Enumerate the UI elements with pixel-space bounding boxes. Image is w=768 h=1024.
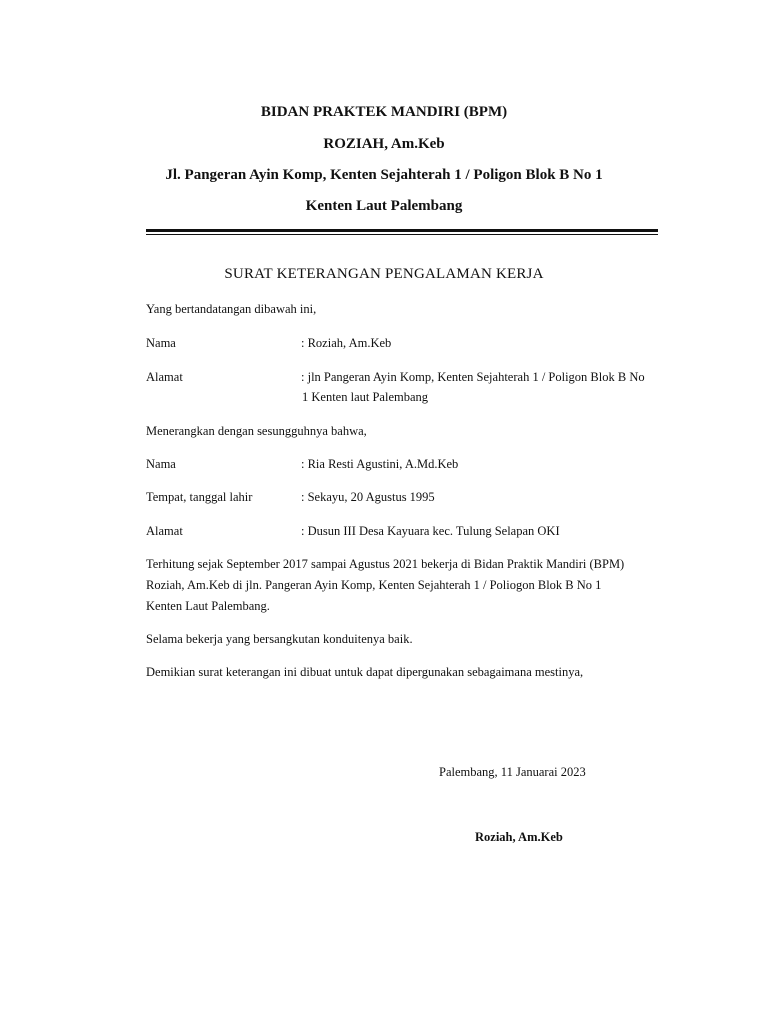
place-date: Palembang, 11 Januarai 2023 [439, 765, 586, 779]
statement-text: Menerangkan dengan sesungguhnya bahwa, [146, 424, 367, 438]
employee-nama-value: : Ria Resti Agustini, A.Md.Keb [301, 457, 459, 471]
employment-paragraph-line-2: Roziah, Am.Keb di jln. Pangeran Ayin Komp, Kenten Sejahterah 1 / Poliogon Blok B No 1 [146, 578, 602, 592]
signer-alamat-value-1: : jln Pangeran Ayin Komp, Kenten Sejahterah 1 / Poligon Blok B No [301, 370, 645, 384]
employee-ttl-label: Tempat, tanggal lahir [146, 490, 253, 504]
employment-paragraph-line-1: Terhitung sejak September 2017 sampai Agustus 2021 bekerja di Bidan Praktik Mandiri (BPM) [146, 557, 625, 571]
letterhead-rule-thin [146, 234, 658, 235]
closing-text: Demikian surat keterangan ini dibuat untuk dapat dipergunakan sebagaimana mestinya, [146, 665, 584, 679]
employee-alamat-label: Alamat [146, 524, 183, 538]
employment-paragraph-line-3: Kenten Laut Palembang. [146, 599, 270, 613]
signature-name: Roziah, Am.Keb [475, 830, 563, 844]
signer-nama-label: Nama [146, 336, 176, 350]
letter-title: SURAT KETERANGAN PENGALAMAN KERJA [224, 266, 544, 282]
letterhead-practice-name: BIDAN PRAKTEK MANDIRI (BPM) [260, 104, 508, 120]
employee-nama-label: Nama [146, 457, 176, 471]
letterhead-address: Jl. Pangeran Ayin Komp, Kenten Sejahterah 1 / Poligon Blok B No 1 [165, 167, 603, 183]
intro-text: Yang bertandatangan dibawah ini, [146, 302, 317, 316]
letterhead-rule-thick [146, 229, 658, 232]
employee-alamat-value: : Dusun III Desa Kayuara kec. Tulung Selapan OKI [301, 524, 560, 538]
signer-nama-value: : Roziah, Am.Keb [301, 336, 392, 350]
signer-alamat-value-2: 1 Kenten laut Palembang [302, 390, 429, 404]
conduct-text: Selama bekerja yang bersangkutan konduitenya baik. [146, 632, 413, 646]
signer-alamat-label: Alamat [146, 370, 183, 384]
letterhead-city: Kenten Laut Palembang [305, 198, 463, 214]
letterhead-owner-name: ROZIAH, Am.Keb [323, 136, 445, 152]
employee-ttl-value: : Sekayu, 20 Agustus 1995 [301, 490, 435, 504]
